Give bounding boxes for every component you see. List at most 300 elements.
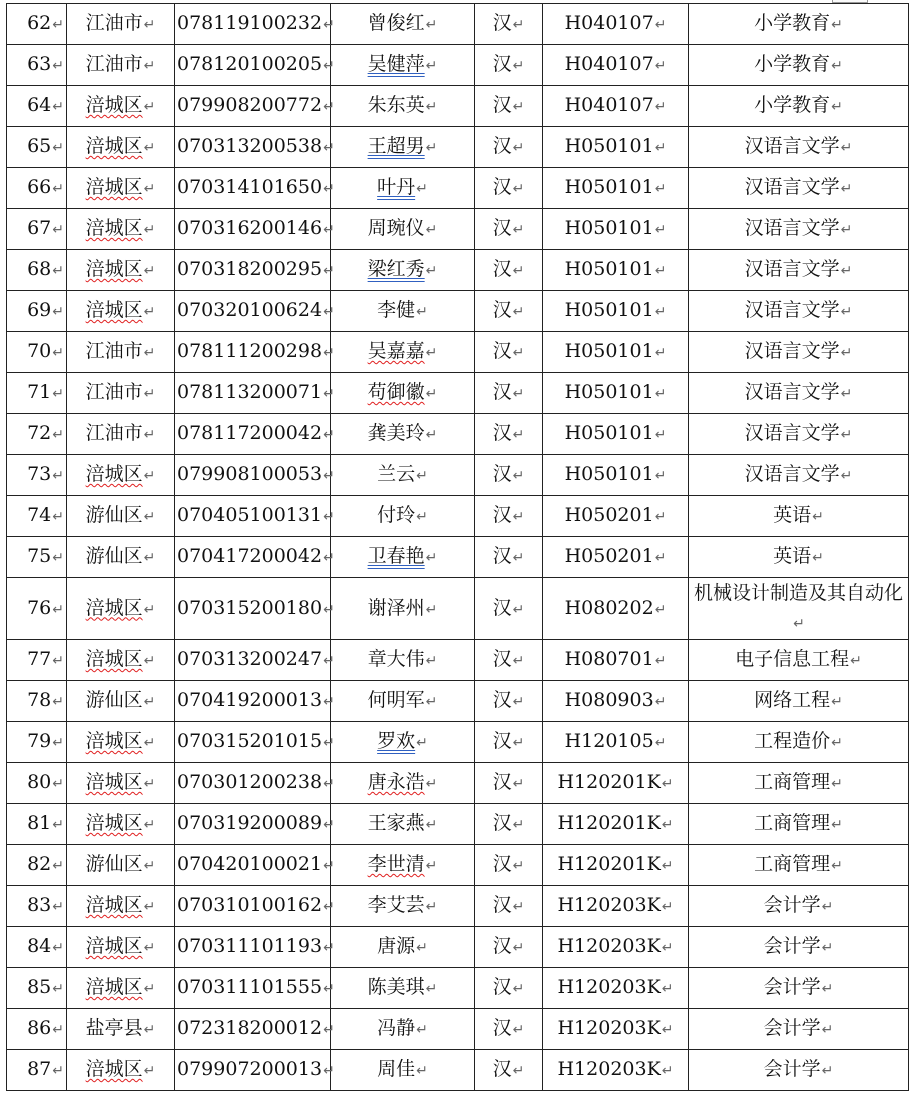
ethnicity-cell[interactable] <box>475 414 543 455</box>
district-cell[interactable] <box>67 968 175 1009</box>
paragraph-mark-icon: ↵ <box>840 304 853 320</box>
exam-id-cell[interactable] <box>175 127 335 168</box>
row-number[interactable] <box>7 1009 67 1050</box>
major-cell[interactable] <box>689 681 909 722</box>
paragraph-mark-icon: ↵ <box>416 181 428 197</box>
row-number[interactable] <box>7 86 67 127</box>
major-code-cell[interactable] <box>543 763 689 804</box>
name-cell[interactable] <box>331 537 475 578</box>
paragraph-mark-icon: ↵ <box>512 509 525 525</box>
ethnicity-cell[interactable] <box>475 968 543 1009</box>
ethnicity-cell[interactable] <box>475 496 543 537</box>
name-cell-text: 吴健萍 <box>367 53 425 75</box>
paragraph-mark-icon: ↵ <box>143 99 156 115</box>
paragraph-mark-icon: ↵ <box>52 468 64 484</box>
name-cell[interactable] <box>331 86 475 127</box>
name-cell[interactable] <box>331 373 475 414</box>
major-code-cell[interactable] <box>543 968 689 1009</box>
paragraph-mark-icon: ↵ <box>425 140 438 156</box>
row-number-text: 85 <box>27 976 52 998</box>
paragraph-mark-icon: ↵ <box>52 858 64 874</box>
name-cell[interactable] <box>331 414 475 455</box>
ethnicity-cell-text: 汉 <box>492 648 512 670</box>
name-cell[interactable] <box>331 578 475 640</box>
row-number-text: 80 <box>27 771 52 793</box>
name-cell-text: 唐源 <box>377 935 416 957</box>
ethnicity-cell[interactable] <box>475 722 543 763</box>
district-cell[interactable] <box>67 537 175 578</box>
major-code-cell[interactable] <box>543 414 689 455</box>
paragraph-mark-icon: ↵ <box>512 735 525 751</box>
row-number[interactable] <box>7 168 67 209</box>
major-cell[interactable] <box>689 640 909 681</box>
major-code-cell-text: H050101 <box>564 422 654 444</box>
name-cell-text: 朱东英 <box>367 94 425 116</box>
table-row <box>7 4 909 45</box>
name-cell-text: 吴嘉嘉 <box>367 340 425 362</box>
major-code-cell[interactable] <box>543 209 689 250</box>
ethnicity-cell[interactable] <box>475 845 543 886</box>
ethnicity-cell[interactable] <box>475 86 543 127</box>
exam-id-cell[interactable] <box>175 804 335 845</box>
table-row <box>7 1009 909 1050</box>
major-code-cell[interactable] <box>543 127 689 168</box>
row-number[interactable] <box>7 250 67 291</box>
name-cell[interactable] <box>331 804 475 845</box>
major-cell[interactable] <box>689 4 909 45</box>
row-number[interactable] <box>7 640 67 681</box>
paragraph-mark-icon: ↵ <box>654 99 667 115</box>
major-code-cell[interactable] <box>543 332 689 373</box>
major-cell[interactable] <box>689 455 909 496</box>
ethnicity-cell[interactable] <box>475 209 543 250</box>
paragraph-mark-icon: ↵ <box>52 222 64 238</box>
row-number[interactable] <box>7 537 67 578</box>
paragraph-mark-icon: ↵ <box>416 509 428 525</box>
ethnicity-cell[interactable] <box>475 537 543 578</box>
major-code-cell[interactable] <box>543 86 689 127</box>
exam-id-cell[interactable] <box>175 722 335 763</box>
name-cell[interactable] <box>331 127 475 168</box>
paragraph-mark-icon: ↵ <box>512 386 525 402</box>
major-cell[interactable] <box>689 291 909 332</box>
major-code-cell[interactable] <box>543 250 689 291</box>
exam-id-cell[interactable] <box>175 496 335 537</box>
row-number[interactable] <box>7 291 67 332</box>
exam-id-cell[interactable] <box>175 455 335 496</box>
district-cell[interactable] <box>67 886 175 927</box>
paragraph-mark-icon: ↵ <box>512 550 525 566</box>
district-cell[interactable] <box>67 86 175 127</box>
row-number-text: 76 <box>27 596 52 619</box>
major-code-cell[interactable] <box>543 1050 689 1091</box>
paragraph-mark-icon: ↵ <box>654 601 667 618</box>
exam-id-cell[interactable] <box>175 1009 335 1050</box>
exam-id-cell[interactable] <box>175 209 335 250</box>
ethnicity-cell-text: 汉 <box>492 299 512 321</box>
exam-id-cell-text: 070320100624 <box>177 299 323 321</box>
district-cell-text: 涪城区 <box>85 135 143 157</box>
ethnicity-cell[interactable] <box>475 804 543 845</box>
ethnicity-cell[interactable] <box>475 455 543 496</box>
district-cell[interactable] <box>67 681 175 722</box>
paragraph-mark-icon: ↵ <box>654 386 667 402</box>
row-number-text: 72 <box>27 422 52 444</box>
district-cell[interactable] <box>67 373 175 414</box>
major-code-cell[interactable] <box>543 681 689 722</box>
district-cell[interactable] <box>67 804 175 845</box>
ethnicity-cell[interactable] <box>475 250 543 291</box>
major-cell[interactable] <box>689 578 909 640</box>
major-code-cell-text: H120203K <box>557 935 661 957</box>
paragraph-mark-icon: ↵ <box>512 1063 525 1079</box>
exam-id-cell[interactable] <box>175 250 335 291</box>
paragraph-mark-icon: ↵ <box>512 263 525 279</box>
ethnicity-cell[interactable] <box>475 1050 543 1091</box>
major-cell[interactable] <box>689 886 909 927</box>
row-number-text: 64 <box>27 94 52 116</box>
row-number[interactable] <box>7 804 67 845</box>
name-cell[interactable] <box>331 1009 475 1050</box>
ethnicity-cell-text: 汉 <box>492 381 512 403</box>
exam-id-cell-text: 070311101555 <box>177 976 323 998</box>
name-cell[interactable] <box>331 4 475 45</box>
major-cell[interactable] <box>689 804 909 845</box>
major-cell-text: 会计学 <box>763 976 821 998</box>
district-cell[interactable] <box>67 845 175 886</box>
major-code-cell[interactable] <box>543 804 689 845</box>
major-cell-text: 汉语言文学 <box>744 258 840 280</box>
paragraph-mark-icon: ↵ <box>654 468 667 484</box>
name-cell[interactable] <box>331 927 475 968</box>
table-row <box>7 86 909 127</box>
district-cell[interactable] <box>67 1050 175 1091</box>
row-number[interactable] <box>7 763 67 804</box>
ethnicity-cell[interactable] <box>475 681 543 722</box>
major-cell-text: 会计学 <box>763 1017 821 1039</box>
major-code-cell[interactable] <box>543 578 689 640</box>
major-code-cell-text: H080202 <box>564 596 654 619</box>
paragraph-mark-icon: ↵ <box>425 694 438 710</box>
district-cell-text: 游仙区 <box>85 689 143 711</box>
major-code-cell[interactable] <box>543 455 689 496</box>
major-code-cell[interactable] <box>543 45 689 86</box>
major-cell[interactable] <box>689 414 909 455</box>
district-cell[interactable] <box>67 250 175 291</box>
district-cell[interactable] <box>67 332 175 373</box>
major-cell[interactable] <box>689 209 909 250</box>
name-cell[interactable] <box>331 722 475 763</box>
paragraph-mark-icon: ↵ <box>143 735 156 751</box>
major-code-cell[interactable] <box>543 640 689 681</box>
major-code-cell[interactable] <box>543 496 689 537</box>
name-cell[interactable] <box>331 332 475 373</box>
exam-id-cell-text: 070417200042 <box>177 545 323 567</box>
exam-id-cell[interactable] <box>175 45 335 86</box>
row-number-text: 87 <box>27 1058 52 1080</box>
district-cell[interactable] <box>67 414 175 455</box>
ethnicity-cell[interactable] <box>475 640 543 681</box>
major-cell[interactable] <box>689 250 909 291</box>
exam-id-cell[interactable] <box>175 886 335 927</box>
district-cell[interactable] <box>67 578 175 640</box>
paragraph-mark-icon: ↵ <box>323 940 335 956</box>
row-number[interactable] <box>7 4 67 45</box>
name-cell[interactable] <box>331 168 475 209</box>
exam-id-cell[interactable] <box>175 640 335 681</box>
major-cell-text: 汉语言文学 <box>744 217 840 239</box>
paragraph-mark-icon: ↵ <box>143 468 156 484</box>
district-cell[interactable] <box>67 45 175 86</box>
row-number[interactable] <box>7 968 67 1009</box>
ethnicity-cell-text: 汉 <box>492 689 512 711</box>
major-cell[interactable] <box>689 927 909 968</box>
major-code-cell[interactable] <box>543 927 689 968</box>
row-number[interactable] <box>7 414 67 455</box>
major-cell-text: 电子信息工程 <box>735 648 850 670</box>
ethnicity-cell[interactable] <box>475 291 543 332</box>
major-cell[interactable] <box>689 763 909 804</box>
exam-id-cell-text: 070420100021 <box>177 853 323 875</box>
name-cell[interactable] <box>331 968 475 1009</box>
major-code-cell-text: H040107 <box>564 53 654 75</box>
name-cell[interactable] <box>331 250 475 291</box>
row-number-text: 69 <box>27 299 52 321</box>
paragraph-mark-icon: ↵ <box>143 858 156 874</box>
row-number-text: 82 <box>27 853 52 875</box>
major-cell-text: 汉语言文学 <box>744 340 840 362</box>
exam-id-cell[interactable] <box>175 168 335 209</box>
paragraph-mark-icon: ↵ <box>425 386 438 402</box>
exam-id-cell[interactable] <box>175 373 335 414</box>
major-code-cell[interactable] <box>543 722 689 763</box>
ethnicity-cell[interactable] <box>475 1009 543 1050</box>
major-code-cell[interactable] <box>543 4 689 45</box>
exam-id-cell[interactable] <box>175 291 335 332</box>
major-cell[interactable] <box>689 127 909 168</box>
major-code-cell[interactable] <box>543 845 689 886</box>
table-row <box>7 45 909 86</box>
name-cell[interactable] <box>331 209 475 250</box>
paragraph-mark-icon: ↵ <box>512 427 525 443</box>
ethnicity-cell[interactable] <box>475 4 543 45</box>
ethnicity-cell[interactable] <box>475 373 543 414</box>
district-cell[interactable] <box>67 640 175 681</box>
paragraph-mark-icon: ↵ <box>425 817 438 833</box>
district-cell[interactable] <box>67 1009 175 1050</box>
major-cell[interactable] <box>689 537 909 578</box>
name-cell[interactable] <box>331 681 475 722</box>
district-cell[interactable] <box>67 927 175 968</box>
paragraph-mark-icon: ↵ <box>840 427 853 443</box>
major-code-cell[interactable] <box>543 537 689 578</box>
paragraph-mark-icon: ↵ <box>793 615 805 632</box>
exam-id-cell[interactable] <box>175 4 335 45</box>
exam-id-cell[interactable] <box>175 845 335 886</box>
name-cell[interactable] <box>331 763 475 804</box>
major-code-cell[interactable] <box>543 1009 689 1050</box>
paragraph-mark-icon: ↵ <box>831 817 843 833</box>
row-number[interactable] <box>7 373 67 414</box>
paragraph-mark-icon: ↵ <box>840 345 853 361</box>
paragraph-mark-icon: ↵ <box>416 468 428 484</box>
major-code-cell[interactable] <box>543 886 689 927</box>
table-row <box>7 127 909 168</box>
row-number[interactable] <box>7 45 67 86</box>
name-cell[interactable] <box>331 455 475 496</box>
exam-id-cell-text: 070313200538 <box>177 135 323 157</box>
name-cell-text: 陈美琪 <box>367 976 425 998</box>
district-cell-text: 涪城区 <box>85 258 143 280</box>
major-cell[interactable] <box>689 496 909 537</box>
ethnicity-cell-text: 汉 <box>492 504 512 526</box>
major-cell[interactable] <box>689 1009 909 1050</box>
exam-id-cell[interactable] <box>175 927 335 968</box>
major-code-cell-text: H080701 <box>564 648 654 670</box>
district-cell-text: 涪城区 <box>85 299 143 321</box>
major-cell[interactable] <box>689 373 909 414</box>
ethnicity-cell[interactable] <box>475 927 543 968</box>
major-cell[interactable] <box>689 968 909 1009</box>
name-cell[interactable] <box>331 45 475 86</box>
major-cell-text: 机械设计制造及其自动化 <box>693 581 903 604</box>
district-cell[interactable] <box>67 763 175 804</box>
major-cell-text: 小学教育 <box>754 53 831 75</box>
name-cell-text: 周琬仪 <box>367 217 425 239</box>
exam-id-cell[interactable] <box>175 414 335 455</box>
ethnicity-cell[interactable] <box>475 168 543 209</box>
major-code-cell-text: H120201K <box>557 812 661 834</box>
district-cell-text: 涪城区 <box>85 730 143 752</box>
district-cell[interactable] <box>67 291 175 332</box>
exam-id-cell-text: 070315201015 <box>177 730 323 752</box>
paragraph-mark-icon: ↵ <box>425 981 438 997</box>
major-cell-text: 会计学 <box>763 1058 821 1080</box>
paragraph-mark-icon: ↵ <box>323 550 335 566</box>
major-cell[interactable] <box>689 168 909 209</box>
ethnicity-cell-text: 汉 <box>492 771 512 793</box>
district-cell[interactable] <box>67 127 175 168</box>
exam-id-cell[interactable] <box>175 968 335 1009</box>
row-number[interactable] <box>7 209 67 250</box>
district-cell[interactable] <box>67 496 175 537</box>
paragraph-mark-icon: ↵ <box>52 345 64 361</box>
ethnicity-cell[interactable] <box>475 332 543 373</box>
ethnicity-cell-text: 汉 <box>492 596 512 619</box>
exam-id-cell[interactable] <box>175 332 335 373</box>
major-cell-text: 汉语言文学 <box>744 299 840 321</box>
paragraph-mark-icon: ↵ <box>323 181 335 197</box>
name-cell[interactable] <box>331 886 475 927</box>
major-cell[interactable] <box>689 45 909 86</box>
exam-id-cell[interactable] <box>175 763 335 804</box>
ethnicity-cell[interactable] <box>475 578 543 640</box>
name-cell[interactable] <box>331 640 475 681</box>
district-cell[interactable] <box>67 4 175 45</box>
district-cell[interactable] <box>67 168 175 209</box>
row-number-text: 86 <box>27 1017 52 1039</box>
exam-id-cell[interactable] <box>175 1050 335 1091</box>
district-cell[interactable] <box>67 722 175 763</box>
row-number[interactable] <box>7 681 67 722</box>
major-code-cell-text: H120203K <box>557 976 661 998</box>
major-code-cell[interactable] <box>543 291 689 332</box>
major-cell-text: 英语 <box>773 504 812 526</box>
exam-id-cell[interactable] <box>175 86 335 127</box>
table-row <box>7 968 909 1009</box>
district-cell[interactable] <box>67 455 175 496</box>
name-cell-text: 周佳 <box>377 1058 416 1080</box>
paragraph-mark-icon: ↵ <box>654 17 667 33</box>
name-cell[interactable] <box>331 1050 475 1091</box>
paragraph-mark-icon: ↵ <box>143 817 156 833</box>
table-row <box>7 722 909 763</box>
row-number[interactable] <box>7 455 67 496</box>
paragraph-mark-icon: ↵ <box>143 1022 156 1038</box>
row-number[interactable] <box>7 886 67 927</box>
paragraph-mark-icon: ↵ <box>323 776 335 792</box>
ethnicity-cell-text: 汉 <box>492 340 512 362</box>
major-cell[interactable] <box>689 332 909 373</box>
paragraph-mark-icon: ↵ <box>831 858 843 874</box>
paragraph-mark-icon: ↵ <box>323 981 335 997</box>
row-number[interactable] <box>7 578 67 640</box>
name-cell[interactable] <box>331 496 475 537</box>
major-cell-text: 会计学 <box>763 935 821 957</box>
row-number[interactable] <box>7 845 67 886</box>
ethnicity-cell[interactable] <box>475 886 543 927</box>
row-number[interactable] <box>7 722 67 763</box>
major-cell[interactable] <box>689 845 909 886</box>
row-number[interactable] <box>7 927 67 968</box>
district-cell[interactable] <box>67 209 175 250</box>
exam-id-cell[interactable] <box>175 537 335 578</box>
row-number[interactable] <box>7 332 67 373</box>
paragraph-mark-icon: ↵ <box>425 263 438 279</box>
name-cell[interactable] <box>331 291 475 332</box>
ethnicity-cell[interactable] <box>475 127 543 168</box>
table-row <box>7 681 909 722</box>
exam-id-cell[interactable] <box>175 578 335 640</box>
major-cell[interactable] <box>689 86 909 127</box>
table-row <box>7 209 909 250</box>
exam-id-cell[interactable] <box>175 681 335 722</box>
major-cell[interactable] <box>689 722 909 763</box>
paragraph-mark-icon: ↵ <box>323 222 335 238</box>
ethnicity-cell-text: 汉 <box>492 935 512 957</box>
paragraph-mark-icon: ↵ <box>323 858 335 874</box>
paragraph-mark-icon: ↵ <box>661 858 674 874</box>
ethnicity-cell[interactable] <box>475 45 543 86</box>
table-row <box>7 496 909 537</box>
ethnicity-cell[interactable] <box>475 763 543 804</box>
major-code-cell[interactable] <box>543 168 689 209</box>
name-cell-text: 叶丹 <box>377 176 416 198</box>
row-number[interactable] <box>7 496 67 537</box>
major-cell[interactable] <box>689 1050 909 1091</box>
row-number[interactable] <box>7 1050 67 1091</box>
major-code-cell[interactable] <box>543 373 689 414</box>
district-cell-text: 江油市 <box>85 381 143 403</box>
paragraph-mark-icon: ↵ <box>821 899 834 915</box>
paragraph-mark-icon: ↵ <box>323 735 335 751</box>
paragraph-mark-icon: ↵ <box>512 304 525 320</box>
row-number-text: 81 <box>27 812 52 834</box>
name-cell[interactable] <box>331 845 475 886</box>
paragraph-mark-icon: ↵ <box>654 735 667 751</box>
row-number[interactable] <box>7 127 67 168</box>
paragraph-mark-icon: ↵ <box>831 99 843 115</box>
